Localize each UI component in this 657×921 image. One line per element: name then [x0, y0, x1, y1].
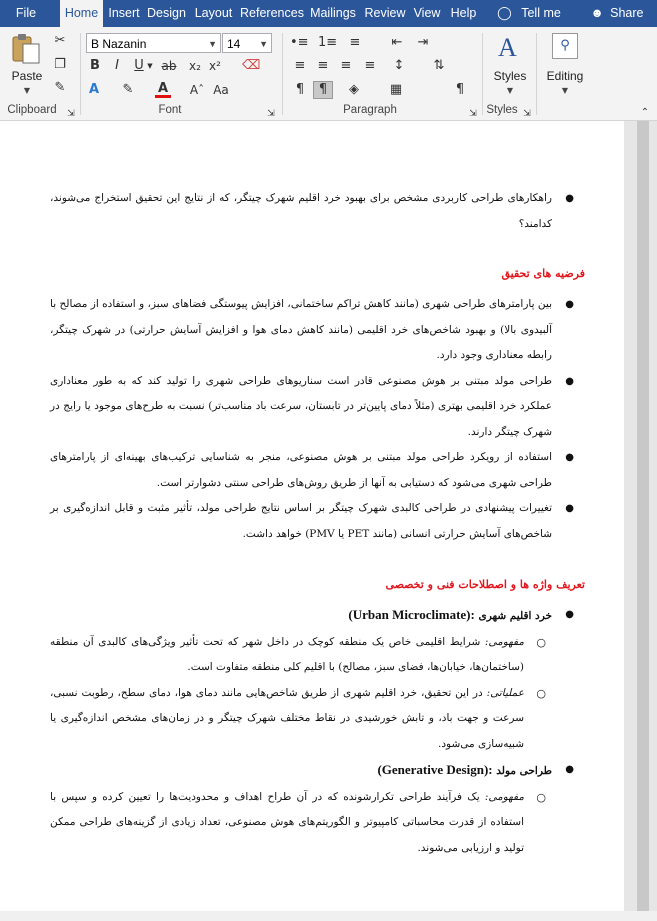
group-label-styles: Styles	[486, 104, 518, 116]
bullet-icon: ●	[565, 299, 574, 310]
bullet-icon: ●	[565, 452, 574, 463]
paragraph: راهکارهای طراحی کاربردی مشخص برای بهبود خرد اقلیم شهرک چیتگر، که از نتایج این تحقیق استخراج می‌شوند، کدامند؟	[50, 192, 552, 230]
list-item: مفهومی: شرایط اقلیمی خاص یک منطقه کوچک در داخل شهر که تحت تأثیر ویژگی‌های کالبدی آن منطقه (ساختمان‌ها، خیابان‌ها، فضای سبز، مصالح) با اقلیم کلی منطقه متفاوت است.	[50, 635, 524, 673]
tell-me-box[interactable]	[492, 0, 566, 27]
definitions-list	[50, 602, 574, 861]
numbering-icon[interactable]: 1≡	[318, 35, 338, 50]
editing-label: Editing	[546, 69, 584, 83]
dialog-launcher-icon[interactable]: ⇲	[469, 109, 477, 119]
bullet-icon: ●	[565, 609, 574, 620]
chevron-down-icon: ▼	[259, 39, 268, 49]
heading-hypotheses: فرضیه های تحقیق	[501, 267, 585, 280]
chevron-down-icon: ▼	[561, 86, 569, 95]
share-label: Share	[610, 6, 644, 20]
increase-indent-icon[interactable]: ⇥	[417, 35, 429, 50]
paste-label: Paste	[11, 69, 43, 83]
styles-icon: A	[498, 33, 517, 62]
borders-icon[interactable]: ▦	[389, 82, 403, 97]
share-button[interactable]	[584, 0, 650, 27]
dialog-launcher-icon[interactable]: ⇲	[67, 109, 75, 119]
tab-layout[interactable]: Layout	[194, 6, 233, 20]
underline-button[interactable]: U	[134, 58, 144, 73]
italic-button[interactable]: I	[115, 58, 119, 73]
subscript-button[interactable]: x₂	[189, 59, 201, 73]
bullet-icon: ●	[565, 503, 574, 514]
tab-review[interactable]: Review	[364, 6, 406, 20]
show-formatting-icon[interactable]: ¶	[455, 82, 465, 97]
styles-label: Styles	[493, 69, 527, 83]
sort-icon[interactable]: ⇅	[433, 58, 445, 73]
circle-bullet-icon: ○	[536, 635, 546, 649]
font-name-value: B Nazanin	[91, 37, 147, 51]
styles-button[interactable]	[488, 31, 532, 97]
status-bar-edge	[0, 911, 657, 921]
person-icon: ☻	[590, 6, 604, 20]
font-size-combo[interactable]	[222, 33, 272, 53]
editing-button[interactable]	[540, 31, 590, 97]
highlight-icon[interactable]: ✎	[122, 82, 134, 97]
bullets-icon[interactable]: •≡	[290, 35, 309, 50]
ltr-direction-icon[interactable]: ¶	[295, 82, 305, 97]
group-label-clipboard: Clipboard	[7, 104, 57, 116]
term-generative-design: طراحی مولد (Generative Design):	[377, 762, 552, 777]
tab-insert[interactable]: Insert	[108, 6, 140, 20]
tell-me-label: Tell me	[521, 6, 561, 20]
collapse-ribbon-icon[interactable]: ⌃	[640, 107, 650, 118]
bullet-icon: ●	[565, 193, 574, 204]
chevron-down-icon: ▼	[506, 86, 514, 95]
tab-home[interactable]: Home	[60, 0, 103, 28]
change-case-icon[interactable]: Aa	[213, 83, 229, 97]
lightbulb-icon: ◯	[497, 5, 512, 20]
chevron-down-icon: ▼	[23, 86, 31, 95]
cut-icon[interactable]: ✂	[54, 33, 66, 48]
bullet-icon: ●	[565, 375, 574, 387]
text-effects-icon[interactable]: A	[88, 82, 100, 97]
question-bullet	[50, 186, 574, 237]
search-icon: ⚲	[552, 33, 578, 59]
align-center-icon[interactable]: ≡	[317, 58, 329, 73]
font-color-icon[interactable]: A	[155, 82, 171, 98]
tab-view[interactable]: View	[413, 6, 441, 20]
list-item: تغییرات پیشنهادی در طراحی کالبدی شهرک چیتگر بر اساس نتایج طراحی مولد، تأثیر مثبت و قابل اندازه‌گیری بر شاخص‌های آسایش حرارتی انسانی (مانند PET یا PMV) خواهد داشت.	[50, 502, 552, 540]
dialog-launcher-icon[interactable]: ⇲	[267, 109, 275, 119]
list-item: عملیاتی: در این تحقیق، خرد اقلیم شهری از طریق شاخص‌هایی مانند دمای هوا، دمای سطح، رطوبت نسبی، سرعت و جهت باد، و تابش خورشیدی در نقاط مختلف شهرک چیتگر و در زمان‌های مشخص اندازه‌گیری یا شبیه‌سازی می‌شود.	[50, 686, 524, 750]
font-size-value: 14	[227, 37, 241, 51]
grow-font-icon[interactable]: Aˆ	[189, 83, 205, 97]
paste-icon	[10, 33, 44, 65]
font-name-combo[interactable]	[86, 33, 221, 53]
line-spacing-icon[interactable]: ↕	[393, 58, 405, 73]
tab-file[interactable]: File	[15, 6, 37, 20]
hypotheses-list	[50, 292, 574, 547]
chevron-down-icon[interactable]: ▼	[147, 62, 153, 70]
tab-references[interactable]: References	[240, 6, 304, 20]
ribbon-tab-bar	[0, 0, 657, 27]
list-item: استفاده از رویکرد طراحی مولد مبتنی بر هوش مصنوعی، منجر به شناسایی ترکیب‌های بهینه‌ای از پارامترهای طراحی شهری می‌شود که دستیابی به آنها از طریق روش‌های طراحی سنتی دشوارتر است.	[50, 451, 552, 489]
list-item: طراحی مولد مبتنی بر هوش مصنوعی قادر است سناریوهای طراحی شهری را تولید کند که به طور معناداری عملکرد خرد اقلیمی بهتری (مثلاً دمای پایین‌تر در تابستان، سرعت باد مناسب‌تر) نسبت به طرح‌های موجود یا رایج در شهرک چیتگر دارند.	[50, 374, 552, 438]
format-painter-icon[interactable]: ✎	[54, 80, 66, 95]
ribbon-home	[0, 27, 657, 121]
term-urban-microclimate: خرد اقلیم شهری (Urban Microclimate):	[348, 607, 552, 622]
tab-help[interactable]: Help	[450, 6, 477, 20]
tab-design[interactable]: Design	[147, 6, 186, 20]
heading-definitions: تعریف واژه ها و اصطلاحات فنی و تخصصی	[385, 578, 585, 591]
rtl-direction-icon[interactable]: ¶	[313, 81, 333, 99]
bold-button[interactable]: B	[90, 58, 100, 73]
copy-icon[interactable]: ❐	[54, 57, 66, 72]
decrease-indent-icon[interactable]: ⇤	[391, 35, 403, 50]
tab-mailings[interactable]: Mailings	[310, 6, 356, 20]
multilevel-list-icon[interactable]: ≡	[349, 35, 361, 50]
dialog-launcher-icon[interactable]: ⇲	[523, 109, 531, 119]
group-label-font: Font	[158, 104, 182, 116]
shading-icon[interactable]: ◈	[349, 82, 359, 97]
bullet-icon: ●	[565, 764, 574, 775]
align-left-icon[interactable]: ≡	[294, 58, 306, 73]
scrollbar-thumb[interactable]	[637, 121, 649, 917]
circle-bullet-icon: ○	[536, 686, 546, 700]
list-item: مفهومی: یک فرآیند طراحی تکرارشونده که در آن طراح اهداف و محدودیت‌ها را تعیین کرده و سپس با استفاده از قدرت محاسباتی کامپیوتر و الگوریتم‌های هوش مصنوعی، تعداد زیادی از گزینه‌های طراحی ممکن تولید و ارزیابی می‌شوند.	[50, 790, 524, 854]
superscript-button[interactable]: x²	[209, 59, 221, 73]
circle-bullet-icon: ○	[536, 790, 546, 804]
group-label-paragraph: Paragraph	[343, 104, 397, 116]
chevron-down-icon: ▼	[208, 39, 217, 49]
paste-button[interactable]	[6, 31, 48, 95]
clear-formatting-icon[interactable]: ⌫	[242, 58, 261, 73]
strikethrough-button[interactable]: ab	[161, 59, 177, 73]
list-item: بین پارامترهای طراحی شهری (مانند کاهش تراکم ساختمانی، افزایش پیوستگی فضاهای سبز، و استفاده از مصالح با آلبیدوی بالا) و بهبود شاخص‌های خرد اقلیمی (مانند کاهش دمای هوا و افزایش آسایش حرارتی) در شهرک چیتگر، رابطه معناداری وجود دارد.	[50, 298, 552, 361]
align-right-icon[interactable]: ≡	[340, 58, 352, 73]
justify-icon[interactable]: ≡	[364, 58, 376, 73]
